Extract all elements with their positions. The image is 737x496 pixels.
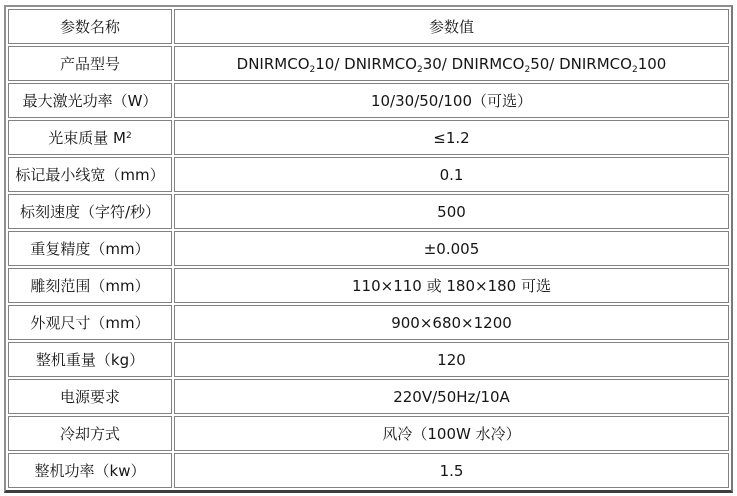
param-value-cell: ±0.005 — [174, 231, 729, 266]
param-value-cell: 0.1 — [174, 157, 729, 192]
model-text: 100 — [637, 54, 667, 73]
table-row-machine-power — [8, 453, 729, 488]
param-name-cell: 标刻速度（字符/秒） — [8, 194, 172, 229]
table-row-beam-quality — [8, 120, 729, 155]
header-row — [8, 9, 729, 44]
param-name-cell: 整机重量（kg） — [8, 342, 172, 377]
param-name-cell: 重复精度（mm） — [8, 231, 172, 266]
param-name-cell: 最大激光功率（W） — [8, 83, 172, 118]
param-value-cell: 风冷（100W 水冷） — [174, 416, 729, 451]
table-row-dimensions — [8, 305, 729, 340]
model-subscript: 2 — [416, 64, 423, 75]
table-row-machine-weight — [8, 342, 729, 377]
param-name-cell — [8, 120, 172, 155]
param-value-cell: 500 — [174, 194, 729, 229]
param-name-cell: 产品型号 — [8, 46, 172, 81]
param-name-cell: 雕刻范围（mm） — [8, 268, 172, 303]
column-header-param-value: 参数值 — [174, 9, 729, 44]
param-value-cell: 1.5 — [174, 453, 729, 488]
table-row-marking-speed — [8, 194, 729, 229]
table-row-power-requirement — [8, 379, 729, 414]
param-name-cell: 整机功率（kw） — [8, 453, 172, 488]
param-value-cell: 10/30/50/100（可选） — [174, 83, 729, 118]
param-name-cell: 冷却方式 — [8, 416, 172, 451]
table-row-product-model — [8, 46, 729, 81]
param-name-cell: 外观尺寸（mm） — [8, 305, 172, 340]
beam-quality-label: 光束质量 M — [48, 129, 126, 147]
param-value-cell: 110×110 或 180×180 可选 — [174, 268, 729, 303]
model-text: 30/ DNIRMCO — [422, 54, 525, 73]
param-value-cell — [174, 46, 729, 81]
column-header-param-name: 参数名称 — [8, 9, 172, 44]
product-spec-table — [4, 5, 733, 493]
param-name-cell: 标记最小线宽（mm） — [8, 157, 172, 192]
table-row-min-line-width — [8, 157, 729, 192]
param-value-cell: ≤1.2 — [174, 120, 729, 155]
model-subscript: 2 — [631, 64, 638, 75]
model-subscript: 2 — [309, 64, 316, 75]
table-row-max-laser-power — [8, 83, 729, 118]
model-text: 50/ DNIRMCO — [530, 54, 632, 73]
param-name-cell: 电源要求 — [8, 379, 172, 414]
model-text: 10/ DNIRMCO — [315, 54, 417, 73]
model-text: DNIRMCO — [236, 54, 310, 73]
beam-quality-superscript: 2 — [125, 131, 132, 141]
table-row-engraving-range — [8, 268, 729, 303]
table-row-repeat-accuracy — [8, 231, 729, 266]
table-row-cooling-method — [8, 416, 729, 451]
param-value-cell: 900×680×1200 — [174, 305, 729, 340]
param-value-cell: 220V/50Hz/10A — [174, 379, 729, 414]
model-subscript: 2 — [524, 64, 531, 75]
param-value-cell: 120 — [174, 342, 729, 377]
